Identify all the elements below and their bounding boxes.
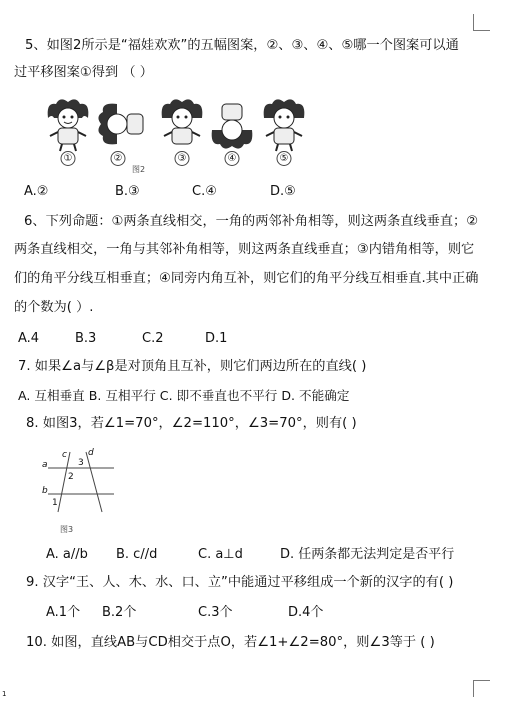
- label-d: d: [88, 448, 94, 458]
- label-angle-3: 3: [78, 458, 84, 468]
- figure-label-1: ①: [61, 151, 76, 166]
- question-6-line-3: 们的角平分线互相垂直；④同旁内角互补，则它们的角平分线互相垂直.其中正确: [14, 271, 479, 286]
- figure-2-caption: 图2: [132, 165, 146, 174]
- label-a: a: [42, 460, 48, 470]
- question-6-line-4: 的个数为( ）.: [14, 300, 94, 315]
- fuwa-image-2: [92, 96, 144, 166]
- q9-option-d[interactable]: D.4个: [288, 605, 324, 620]
- figure-label-2: ②: [111, 151, 126, 166]
- q9-option-b[interactable]: B.2个: [102, 605, 137, 620]
- question-5-line-1: 5、如图2所示是“福娃欢欢”的五幅图案，②、③、④、⑤哪一个图案可以通: [25, 38, 459, 53]
- q6-option-a[interactable]: A.4: [18, 331, 40, 346]
- q6-option-b[interactable]: B.3: [75, 331, 97, 346]
- page-corner-bottom-right: [473, 680, 490, 697]
- figure-label-4: ④: [225, 151, 240, 166]
- question-6-line-2: 两条直线相交，一角与其邻补角相等，则这两条直线垂直；③内错角相等，则它: [14, 242, 475, 257]
- page-corner-top-right: [473, 14, 490, 31]
- q9-option-c[interactable]: C.3个: [198, 605, 233, 620]
- question-5-line-2: 过平移图案①得到 （ ）: [14, 65, 153, 80]
- q5-option-a[interactable]: A.②: [24, 184, 49, 199]
- label-angle-1: 1: [52, 498, 58, 508]
- q7-options[interactable]: A. 互相垂直 B. 互相平行 C. 即不垂直也不平行 D. 不能确定: [18, 388, 350, 403]
- question-10-text: 10. 如图，直线AB与CD相交于点O，若∠1+∠2=80°，则∠3等于 ( ): [26, 635, 435, 650]
- label-b: b: [42, 486, 48, 496]
- label-angle-2: 2: [68, 472, 74, 482]
- question-7-text: 7. 如果∠a与∠β是对顶角且互补，则它们两边所在的直线( ): [18, 359, 367, 374]
- page-marker: 1: [2, 690, 7, 698]
- figure-3: [40, 448, 120, 538]
- q6-option-d[interactable]: D.1: [205, 331, 228, 346]
- question-8-text: 8. 如图3，若∠1=70°，∠2=110°，∠3=70°，则有( ): [26, 416, 357, 431]
- fuwa-image-4: [206, 96, 258, 166]
- q5-option-d[interactable]: D.⑤: [270, 184, 296, 199]
- q9-option-a[interactable]: A.1个: [46, 605, 81, 620]
- question-6-line-1: 6、下列命题：①两条直线相交，一角的两邻补角相等，则这两条直线垂直；②: [24, 214, 479, 229]
- figure-label-3: ③: [175, 151, 190, 166]
- label-c: c: [62, 450, 67, 460]
- q8-option-d[interactable]: D. 任两条都无法判定是否平行: [280, 547, 455, 562]
- q5-option-c[interactable]: C.④: [192, 184, 217, 199]
- fuwa-image-1: [42, 96, 94, 166]
- q8-option-a[interactable]: A. a//b: [46, 547, 88, 562]
- q6-option-c[interactable]: C.2: [142, 331, 164, 346]
- q8-option-b[interactable]: B. c//d: [116, 547, 158, 562]
- figure-label-5: ⑤: [277, 151, 292, 166]
- q5-option-b[interactable]: B.③: [115, 184, 140, 199]
- figure-3-caption: 图3: [60, 525, 74, 534]
- fuwa-image-3: [156, 96, 208, 166]
- q8-option-c[interactable]: C. a⊥d: [198, 547, 243, 562]
- fuwa-image-5: [258, 96, 310, 166]
- question-9-text: 9. 汉字“王、人、木、水、口、立”中能通过平移组成一个新的汉字的有( ): [26, 575, 454, 590]
